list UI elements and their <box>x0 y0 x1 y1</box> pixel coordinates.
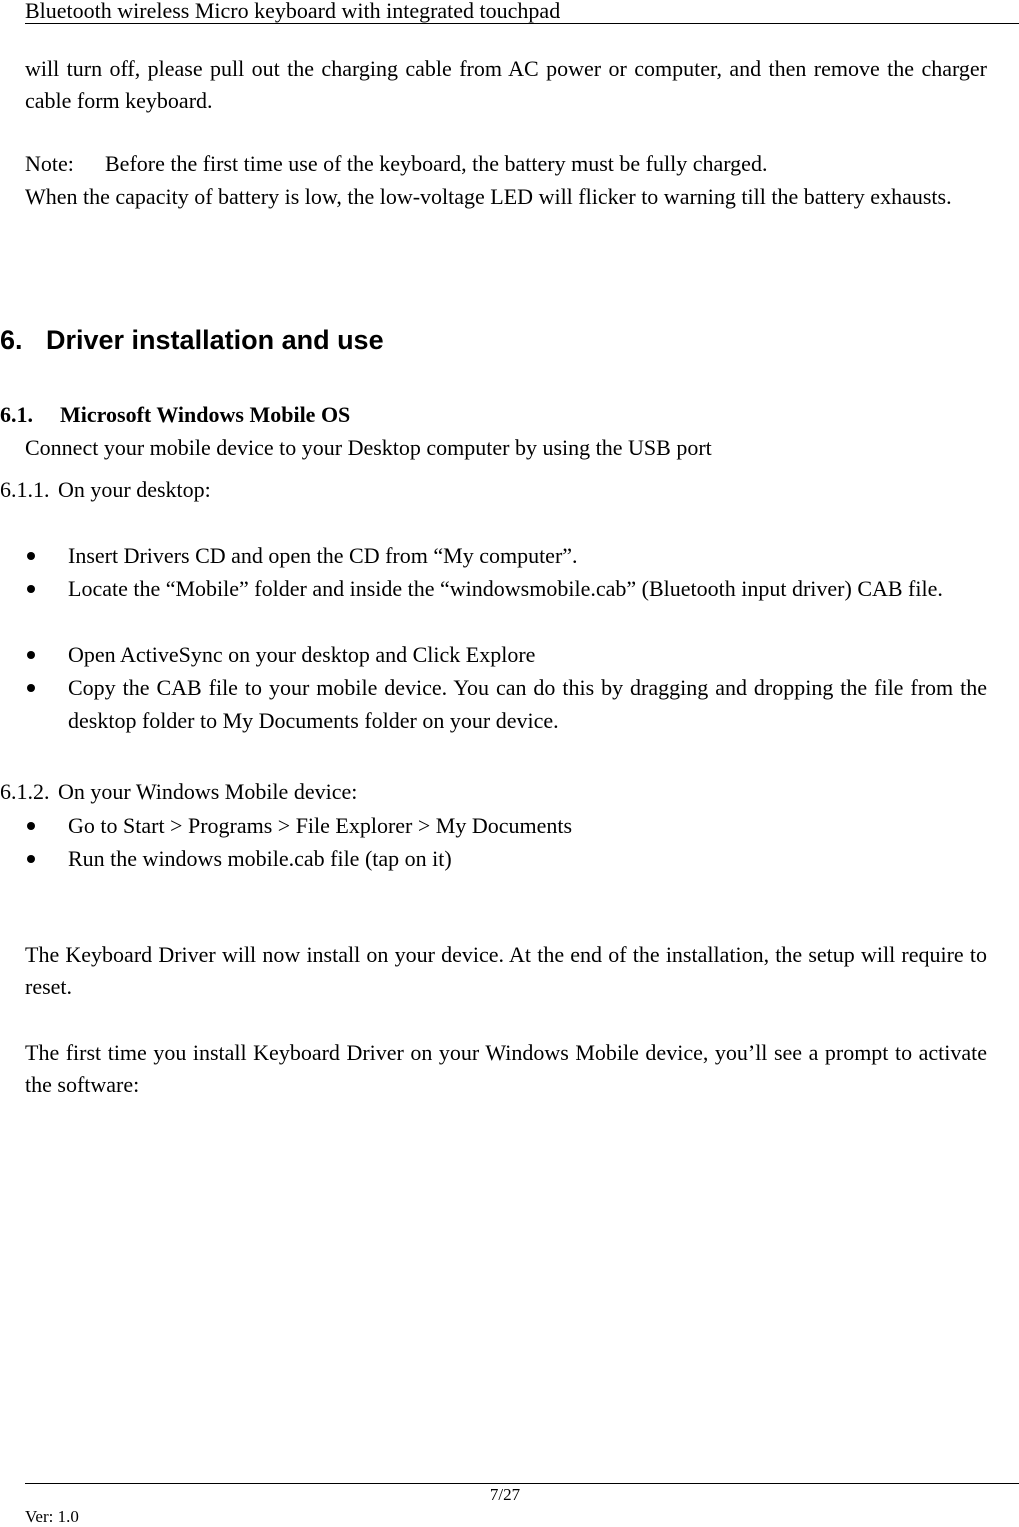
bullet-icon <box>27 855 35 863</box>
section-6-1-number: 6.1. <box>0 402 33 427</box>
section-6-1-2-number: 6.1.2. <box>0 779 50 804</box>
section-6-number: 6. <box>0 325 23 355</box>
list-item: Insert Drivers CD and open the CD from “My computer”. <box>68 543 578 568</box>
note-line <box>25 148 767 180</box>
list-item: Go to Start > Programs > File Explorer > My Documents <box>68 813 573 838</box>
section-6-1-1-title: On your desktop: <box>58 477 211 502</box>
install-result-paragraph: The Keyboard Driver will now install on your device. At the end of the installation, the setup will require to reset. <box>25 942 987 999</box>
page-number: 7/27 <box>489 1485 521 1504</box>
running-header <box>25 0 1019 24</box>
bullet-icon <box>27 651 35 659</box>
section-6-1-2-heading <box>0 776 357 808</box>
bullet-icon <box>27 552 35 560</box>
list-item: Locate the “Mobile” folder and inside the “windowsmobile.cab” (Bluetooth input driver) CAB file. <box>68 576 943 601</box>
note-label: Note: <box>25 151 74 176</box>
note-text: Before the first time use of the keyboard, the battery must be fully charged. <box>105 151 768 176</box>
list-item: Open ActiveSync on your desktop and Click Explore <box>68 642 536 667</box>
version-label: Ver: 1.0 <box>25 1507 79 1526</box>
intro-paragraph-continued: will turn off, please pull out the charging cable from AC power or computer, and then remove the charger cable form keyboard. <box>25 56 987 113</box>
section-6-1-1-heading <box>0 474 211 506</box>
section-6-1-heading <box>0 399 350 431</box>
list-item: Copy the CAB file to your mobile device. You can do this by dragging and dropping the file from the desktop folder to My Documents folder on your device. <box>68 675 987 733</box>
section-6-1-1-number: 6.1.1. <box>0 477 50 502</box>
bullet-icon <box>27 822 35 830</box>
section-6-1-intro: Connect your mobile device to your Desktop computer by using the USB port <box>25 435 712 460</box>
footer-divider <box>25 1483 1019 1484</box>
activation-prompt-paragraph: The first time you install Keyboard Driver on your Windows Mobile device, you’ll see a prompt to activate the software: <box>25 1040 987 1097</box>
section-6-1-2-title: On your Windows Mobile device: <box>58 779 358 804</box>
section-6-heading <box>0 322 384 358</box>
bullet-icon <box>27 585 35 593</box>
section-6-1-title: Microsoft Windows Mobile OS <box>60 402 351 427</box>
battery-low-paragraph: When the capacity of battery is low, the low-voltage LED will flicker to warning till the battery exhausts. <box>25 184 952 209</box>
header-title: Bluetooth wireless Micro keyboard with integrated touchpad <box>25 0 561 23</box>
list-item: Run the windows mobile.cab file (tap on it) <box>68 846 452 871</box>
bullet-icon <box>27 684 35 692</box>
section-6-title: Driver installation and use <box>46 325 384 355</box>
